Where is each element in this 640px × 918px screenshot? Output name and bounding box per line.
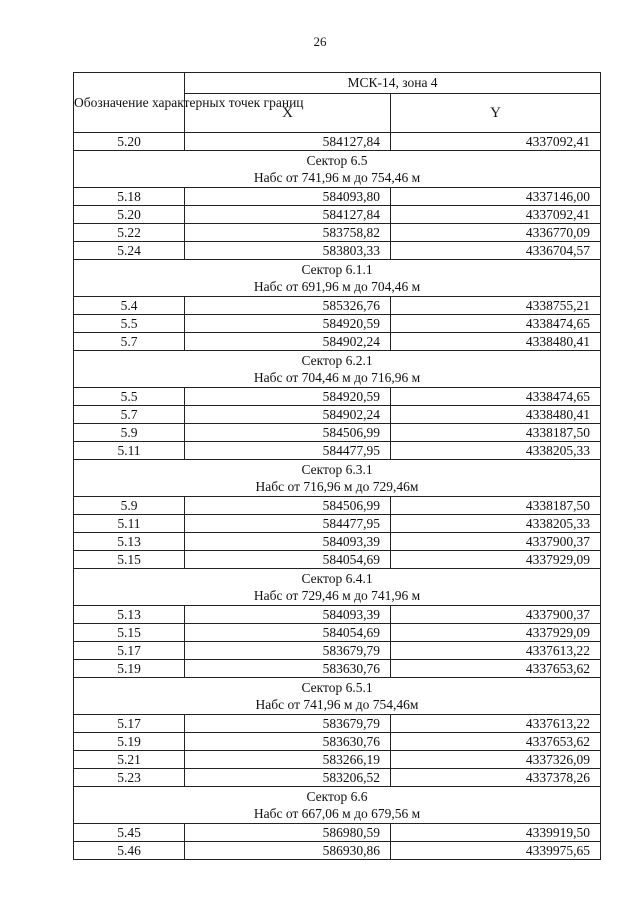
table-row <box>74 297 601 315</box>
sector-elevation-range: Набс от 667,06 м до 679,56 м <box>253 806 421 821</box>
x-cell: 583803,33 <box>185 242 391 260</box>
x-cell: 583266,19 <box>185 751 391 769</box>
y-cell: 4338480,41 <box>391 406 601 424</box>
point-cell: 5.4 <box>74 297 185 315</box>
point-cell: 5.17 <box>74 642 185 660</box>
x-cell: 583758,82 <box>185 224 391 242</box>
y-cell: 4338474,65 <box>391 388 601 406</box>
sector-elevation-range: Набс от 741,96 м до 754,46 м <box>253 170 421 185</box>
point-cell: 5.9 <box>74 424 185 442</box>
y-cell: 4338205,33 <box>391 442 601 460</box>
x-cell: 584093,80 <box>185 188 391 206</box>
sector-header-row <box>74 787 601 824</box>
point-cell: 5.20 <box>74 206 185 224</box>
sector-header-row <box>74 151 601 188</box>
table-row <box>74 606 601 624</box>
table-row <box>74 769 601 787</box>
point-cell: 5.17 <box>74 715 185 733</box>
y-cell: 4337653,62 <box>391 660 601 678</box>
y-cell: 4337326,09 <box>391 751 601 769</box>
point-cell: 5.45 <box>74 824 185 842</box>
sector-elevation-range: Набс от 691,96 м до 704,46 м <box>253 279 421 294</box>
sector-heading <box>74 569 601 606</box>
table-row <box>74 497 601 515</box>
table-row <box>74 715 601 733</box>
table-row <box>74 733 601 751</box>
sector-header-row <box>74 569 601 606</box>
x-cell: 584506,99 <box>185 424 391 442</box>
point-cell: 5.24 <box>74 242 185 260</box>
x-cell: 584093,39 <box>185 533 391 551</box>
y-cell: 4337900,37 <box>391 533 601 551</box>
x-cell: 583630,76 <box>185 733 391 751</box>
x-cell: 584093,39 <box>185 606 391 624</box>
sector-title: Сектор 6.1.1 <box>301 262 373 277</box>
table-row <box>74 333 601 351</box>
y-cell: 4338480,41 <box>391 333 601 351</box>
y-cell: 4338187,50 <box>391 424 601 442</box>
x-cell: 586930,86 <box>185 842 391 860</box>
sector-title: Сектор 6.3.1 <box>301 462 373 477</box>
sector-title: Сектор 6.4.1 <box>301 571 373 586</box>
x-cell: 584054,69 <box>185 624 391 642</box>
sector-heading <box>74 351 601 388</box>
table-row <box>74 660 601 678</box>
sector-elevation-range: Набс от 741,96 м до 754,46м <box>255 697 419 712</box>
table-row <box>74 224 601 242</box>
y-cell: 4337929,09 <box>391 551 601 569</box>
x-cell: 583206,52 <box>185 769 391 787</box>
y-cell: 4337653,62 <box>391 733 601 751</box>
point-cell: 5.11 <box>74 515 185 533</box>
y-cell: 4337378,26 <box>391 769 601 787</box>
y-cell: 4338474,65 <box>391 315 601 333</box>
point-cell: 5.20 <box>74 133 185 151</box>
y-column-header: Y <box>391 94 601 133</box>
y-cell: 4336704,57 <box>391 242 601 260</box>
table-row <box>74 842 601 860</box>
point-cell: 5.19 <box>74 733 185 751</box>
y-cell: 4337900,37 <box>391 606 601 624</box>
coordinate-system-header: МСК-14, зона 4 <box>185 73 601 94</box>
y-cell: 4338205,33 <box>391 515 601 533</box>
sector-title: Сектор 6.2.1 <box>301 353 373 368</box>
point-cell: 5.15 <box>74 624 185 642</box>
table-row <box>74 642 601 660</box>
point-cell: 5.21 <box>74 751 185 769</box>
point-cell: 5.22 <box>74 224 185 242</box>
sector-heading <box>74 787 601 824</box>
point-cell: 5.5 <box>74 315 185 333</box>
table-row <box>74 551 601 569</box>
point-cell: 5.9 <box>74 497 185 515</box>
point-cell: 5.11 <box>74 442 185 460</box>
y-cell: 4338187,50 <box>391 497 601 515</box>
table-row <box>74 624 601 642</box>
table-row <box>74 751 601 769</box>
y-cell: 4339919,50 <box>391 824 601 842</box>
x-cell: 584902,24 <box>185 406 391 424</box>
x-cell: 583630,76 <box>185 660 391 678</box>
y-cell: 4337092,41 <box>391 206 601 224</box>
table-row <box>74 315 601 333</box>
x-cell: 584902,24 <box>185 333 391 351</box>
y-cell: 4337146,00 <box>391 188 601 206</box>
point-cell: 5.7 <box>74 406 185 424</box>
table-row <box>74 533 601 551</box>
x-cell: 583679,79 <box>185 715 391 733</box>
table-row <box>74 824 601 842</box>
sector-header-row <box>74 260 601 297</box>
table-row <box>74 206 601 224</box>
point-cell: 5.15 <box>74 551 185 569</box>
x-cell: 584920,59 <box>185 388 391 406</box>
sector-header-row <box>74 460 601 497</box>
point-cell: 5.18 <box>74 188 185 206</box>
y-cell: 4336770,09 <box>391 224 601 242</box>
point-cell: 5.46 <box>74 842 185 860</box>
x-cell: 586980,59 <box>185 824 391 842</box>
table-row <box>74 406 601 424</box>
sector-header-row <box>74 351 601 388</box>
x-cell: 584127,84 <box>185 133 391 151</box>
table-row <box>74 515 601 533</box>
sector-heading <box>74 460 601 497</box>
sector-elevation-range: Набс от 729,46 м до 741,96 м <box>253 588 421 603</box>
y-cell: 4337613,22 <box>391 642 601 660</box>
table-row <box>74 242 601 260</box>
header-row-1 <box>74 73 601 94</box>
sector-title: Сектор 6.6 <box>306 789 368 804</box>
y-cell: 4339975,65 <box>391 842 601 860</box>
y-cell: 4337092,41 <box>391 133 601 151</box>
point-cell: 5.19 <box>74 660 185 678</box>
y-cell: 4337613,22 <box>391 715 601 733</box>
x-cell: 584477,95 <box>185 515 391 533</box>
sector-heading <box>74 678 601 715</box>
x-cell: 584920,59 <box>185 315 391 333</box>
x-cell: 584127,84 <box>185 206 391 224</box>
sector-elevation-range: Набс от 716,96 м до 729,46м <box>255 479 419 494</box>
sector-heading <box>74 260 601 297</box>
y-cell: 4338755,21 <box>391 297 601 315</box>
table-row <box>74 388 601 406</box>
table-row <box>74 133 601 151</box>
sector-heading <box>74 151 601 188</box>
page-number: 26 <box>313 34 327 49</box>
x-cell: 584054,69 <box>185 551 391 569</box>
point-cell: 5.13 <box>74 533 185 551</box>
sector-title: Сектор 6.5 <box>306 153 368 168</box>
table-row <box>74 424 601 442</box>
sector-title: Сектор 6.5.1 <box>301 680 373 695</box>
point-cell: 5.5 <box>74 388 185 406</box>
table-row <box>74 188 601 206</box>
sector-header-row <box>74 678 601 715</box>
point-cell: 5.7 <box>74 333 185 351</box>
x-cell: 584477,95 <box>185 442 391 460</box>
sector-elevation-range: Набс от 704,46 м до 716,96 м <box>253 370 421 385</box>
x-cell: 583679,79 <box>185 642 391 660</box>
coordinates-table <box>73 72 601 860</box>
point-cell: 5.23 <box>74 769 185 787</box>
y-cell: 4337929,09 <box>391 624 601 642</box>
designation-header: Обозначение характерных точек границ <box>74 73 185 133</box>
x-column-header: X <box>185 94 391 133</box>
table-row <box>74 442 601 460</box>
table-body <box>74 133 601 860</box>
x-cell: 585326,76 <box>185 297 391 315</box>
x-cell: 584506,99 <box>185 497 391 515</box>
point-cell: 5.13 <box>74 606 185 624</box>
